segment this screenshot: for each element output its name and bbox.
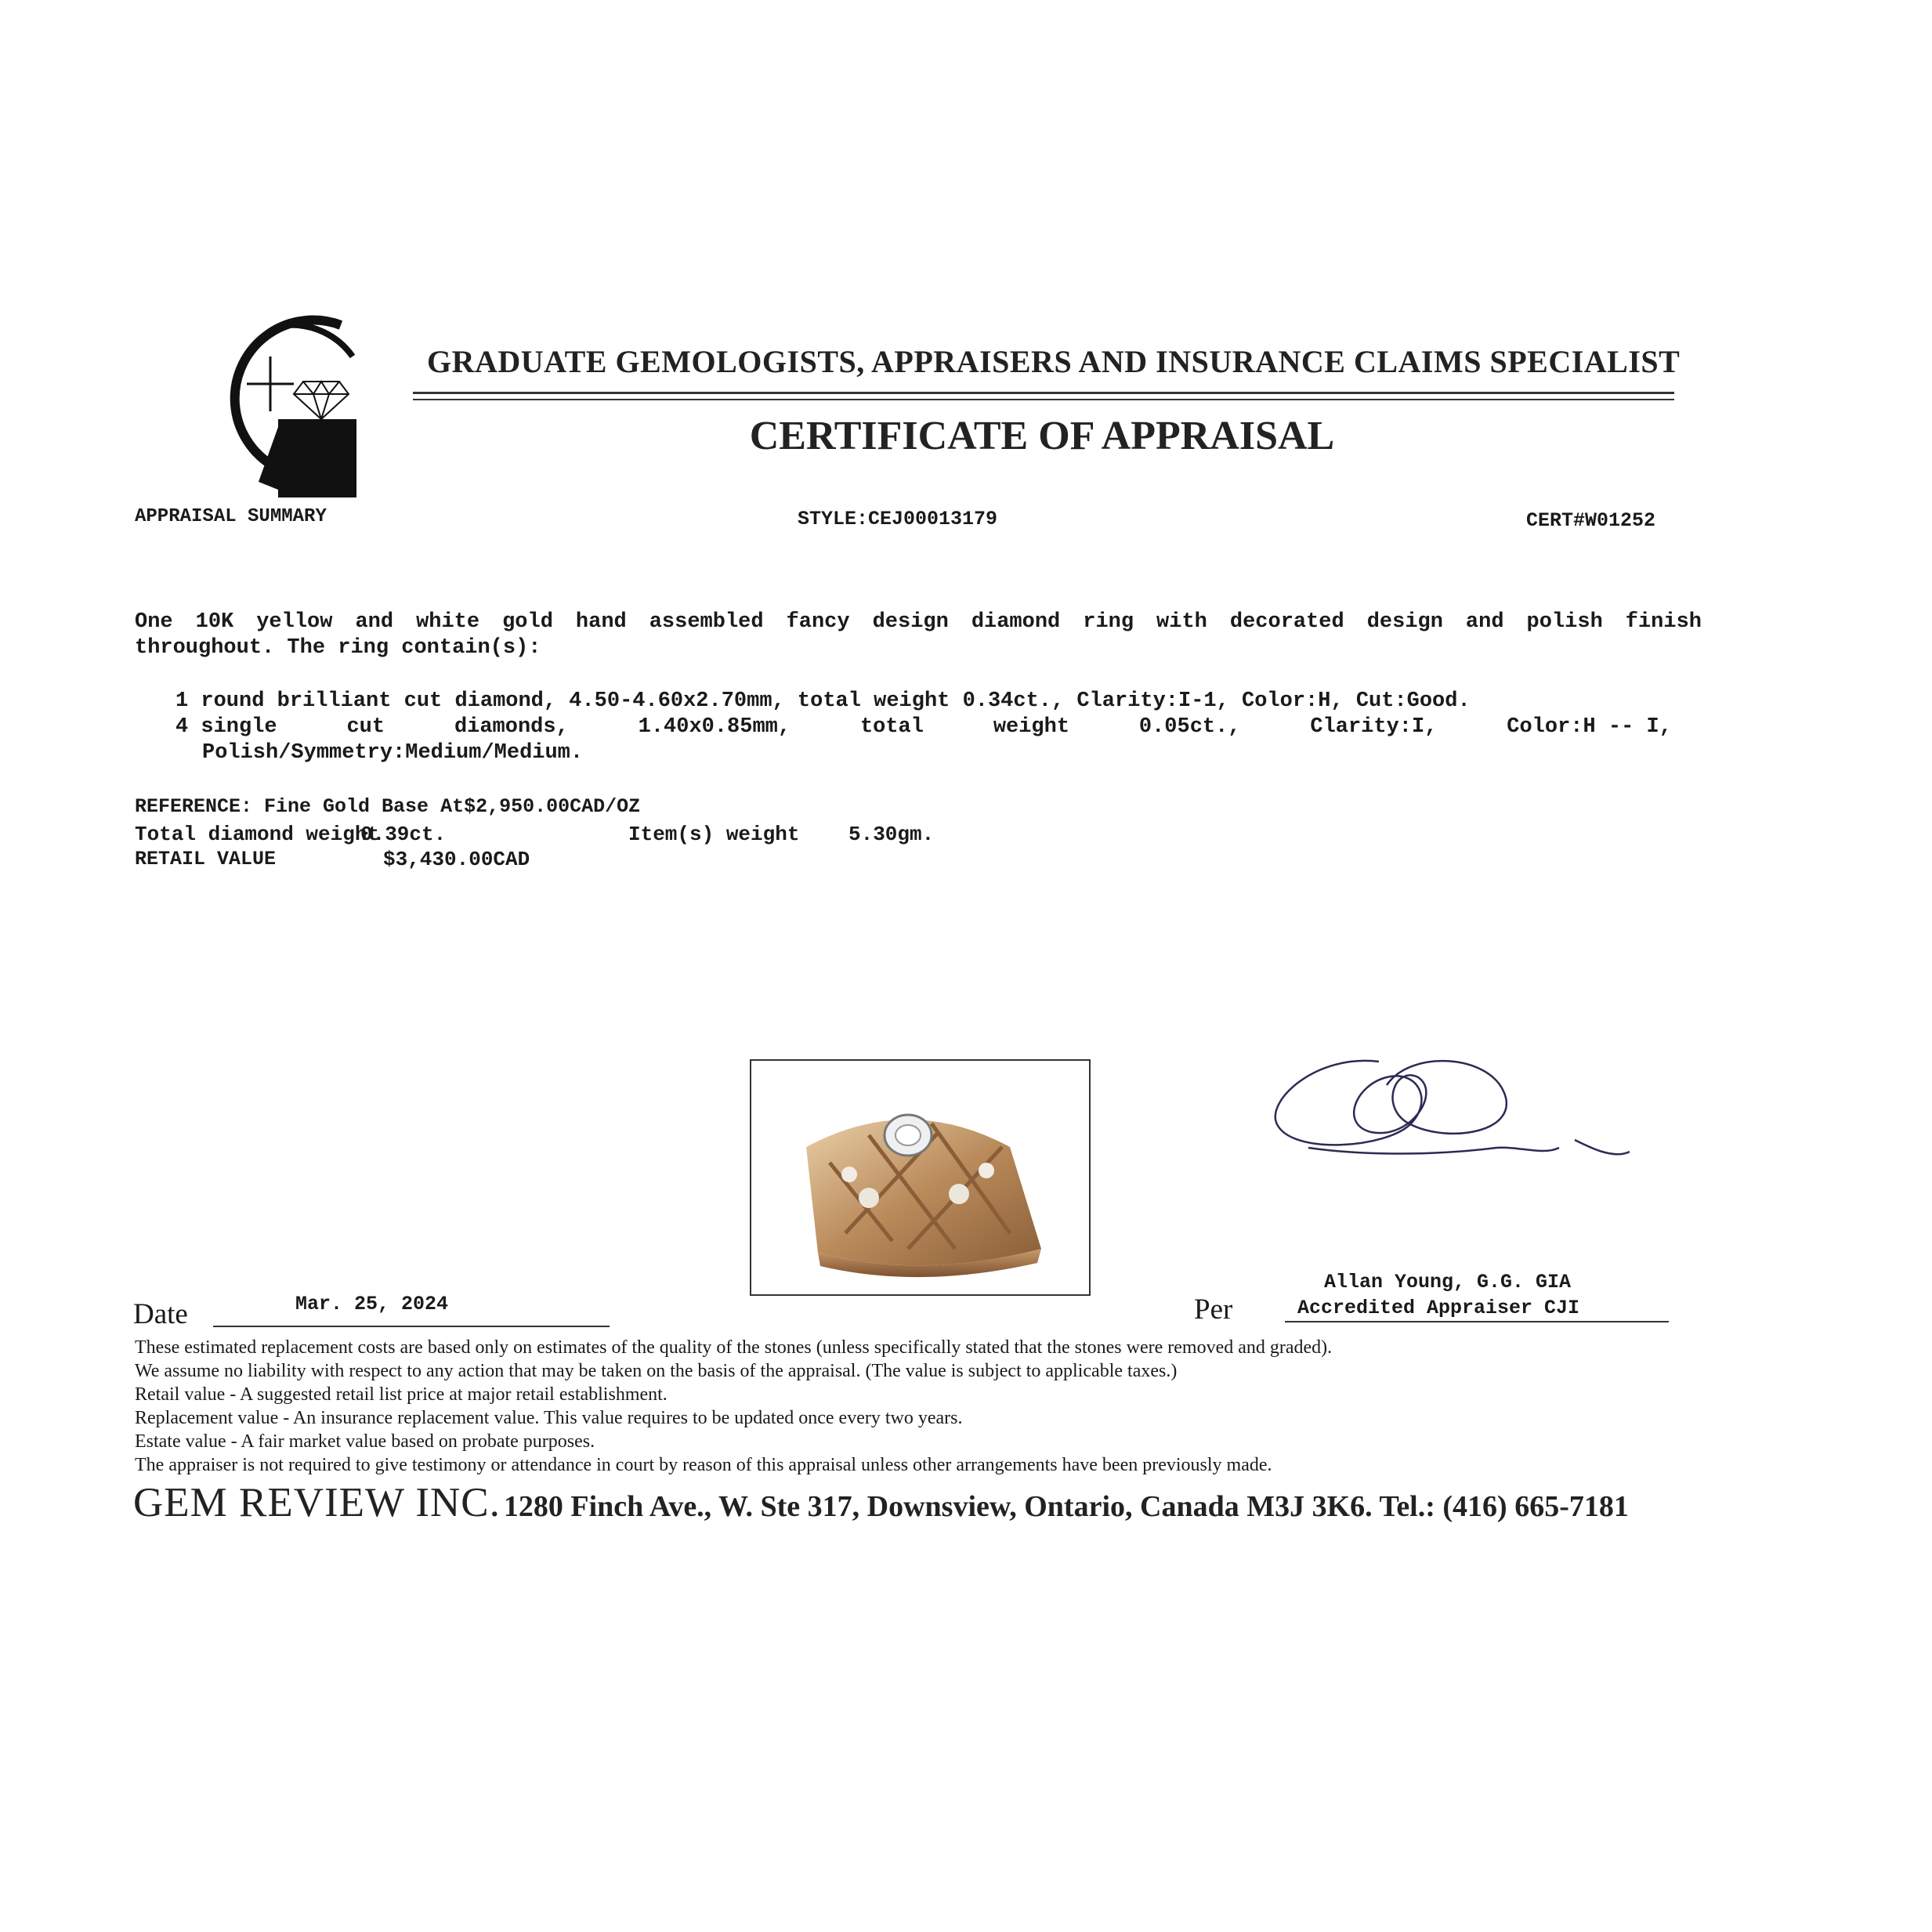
company-name: GEM REVIEW INC. [133, 1480, 501, 1525]
company-footer [133, 1479, 1629, 1526]
signature-line [1285, 1321, 1669, 1322]
disclaimer-line: We assume no liability with respect to any action that may be taken on the basis of the appraisal. (The value is subject to applicable taxes.) [135, 1361, 1178, 1381]
item-weight-value: 5.30gm. [848, 823, 935, 846]
date-line [213, 1326, 610, 1327]
header-rule-secondary [413, 399, 1674, 400]
retail-value-label: RETAIL VALUE [135, 848, 277, 870]
appraiser-name: Allan Young, G.G. GIA [1324, 1271, 1572, 1293]
description-line-1: One 10K yellow and white gold hand assembled fancy design diamond ring with decorated design and polish finish [135, 610, 1702, 634]
disclaimer-line: Replacement value - An insurance replacement value. This value requires to be updated once every two years. [135, 1408, 963, 1428]
stone-entry-2-word: Clarity:I, [1310, 715, 1438, 739]
disclaimer [135, 1336, 1819, 1477]
header-title: GRADUATE GEMOLOGISTS, APPRAISERS AND INSURANCE CLAIMS SPECIALIST [427, 344, 1681, 379]
disclaimer-line: These estimated replacement costs are based only on estimates of the quality of the stones (unless specifically stated that the stones were removed and graded). [135, 1337, 1333, 1358]
retail-value-amount: $3,430.00CAD [383, 848, 530, 871]
stone-entry-2-word: weight [993, 715, 1070, 739]
stone-entry-2-word: diamonds, [454, 715, 569, 739]
disclaimer-line: Estate value - A fair market value based on probate purposes. [135, 1431, 595, 1452]
company-address: 1280 Finch Ave., W. Ste 317, Downsview, Ontario, Canada M3J 3K6. Tel.: (416) 665-7181 [503, 1490, 1629, 1523]
stone-entry-2 [175, 715, 1672, 739]
disclaimer-line: Retail value - A suggested retail list price at major retail establishment. [135, 1384, 668, 1405]
per-label: Per [1194, 1293, 1233, 1326]
appraisal-date: Mar. 25, 2024 [295, 1293, 449, 1315]
stone-entry-2-word: total [859, 715, 924, 739]
stone-entry-2-word: 0.05ct., [1138, 715, 1241, 739]
appraiser-title: Accredited Appraiser CJI [1297, 1297, 1580, 1319]
total-diamond-weight-value: 0.39ct. [360, 823, 447, 846]
style-number: STYLE:CEJ00013179 [798, 508, 998, 530]
appraiser-signature [1261, 1038, 1645, 1179]
stone-entry-2-word: cut [346, 715, 385, 739]
item-description [135, 610, 1702, 661]
stone-entry-2-word: 4 single [175, 715, 277, 739]
stone-entry-2-continued: Polish/Symmetry:Medium/Medium. [202, 741, 584, 765]
stone-entry-2-word: Color:H -- I, [1507, 715, 1672, 739]
gem-review-logo-icon [184, 302, 372, 505]
stone-entry-1: 1 round brilliant cut diamond, 4.50-4.60x2.70mm, total weight 0.34ct., Clarity:I-1, Color:H, Cut:Good. [175, 689, 1471, 713]
description-line-2: throughout. The ring contain(s): [135, 636, 541, 660]
reference-gold-base: REFERENCE: Fine Gold Base At$2,950.00CAD/OZ [135, 795, 641, 818]
header-rule [413, 392, 1674, 394]
disclaimer-line: The appraiser is not required to give testimony or attendance in court by reason of this appraisal unless other arrangements have been previously made. [135, 1455, 1272, 1475]
appraisal-summary-label: APPRAISAL SUMMARY [135, 506, 327, 527]
ring-photo [750, 1059, 1091, 1296]
total-diamond-weight-label: Total diamond weight [135, 823, 380, 846]
certificate-number: CERT#W01252 [1526, 509, 1656, 532]
stone-entry-2-word: 1.40x0.85mm, [638, 715, 791, 739]
date-label: Date [133, 1298, 188, 1330]
certificate-title: CERTIFICATE OF APPRAISAL [749, 414, 1335, 458]
item-weight-label: Item(s) weight [628, 823, 800, 846]
